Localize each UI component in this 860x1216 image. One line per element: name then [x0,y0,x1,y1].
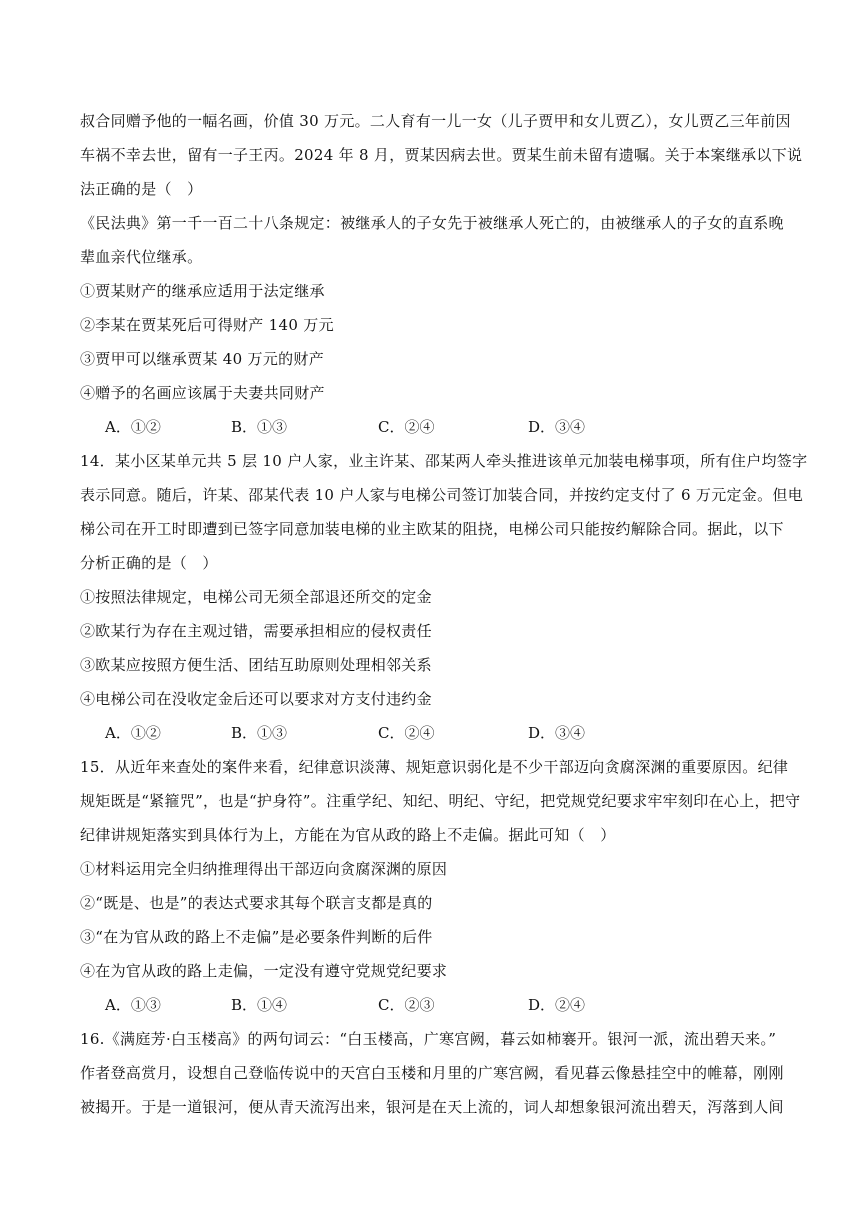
q13-stem-line-2: 车祸不幸去世，留有一子王丙。2024 年 8 月，贾某因病去世。贾某生前未留有遗嘱。关于本案继承以下说 [80,146,803,164]
q14-item-1: ①按照法律规定，电梯公司无须全部退还所交的定金 [80,588,432,606]
q13-item-4: ④赠予的名画应该属于夫妻共同财产 [80,384,325,402]
q16-stem-line-2: 作者登高赏月，设想自己登临传说中的天宫白玉楼和月里的广寒宫阙，看见暮云像悬挂空中的帷幕，刚刚 [80,1064,784,1082]
q15-item-3: ③“在为官从政的路上不走偏”是必要条件判断的后件 [80,928,433,946]
q14-stem-line-3: 梯公司在开工时即遭到已签字同意加装电梯的业主欧某的阻挠，电梯公司只能按约解除合同。据此，以下 [80,520,784,538]
q15-stem-line-2: 规矩既是“紧箍咒”，也是“护身符”。注重学纪、知纪、明纪、守纪，把党规党纪要求牢牢刻印在心上，把守 [80,792,801,810]
q13-stem-line-1: 叔合同赠予他的一幅名画，价值 30 万元。二人育有一儿一女（儿子贾甲和女儿贾乙），女儿贾乙三年前因 [80,112,791,130]
q15-option-b: B．①④ [231,996,288,1014]
q13-option-b: B．①③ [231,418,288,436]
q13-item-2: ②李某在贾某死后可得财产 140 万元 [80,316,334,334]
q14-item-3: ③欧某应按照方便生活、团结互助原则处理相邻关系 [80,656,432,674]
q13-option-d: D．③④ [528,418,586,436]
q14-stem-line-1: 14．某小区某单元共 5 层 10 户人家，业主许某、邵某两人牵头推进该单元加装电梯事项，所有住户均签字 [80,452,808,470]
q15-option-c: C．②③ [378,996,435,1014]
q14-option-d: D．③④ [528,724,586,742]
q14-stem-line-2: 表示同意。随后，许某、邵某代表 10 户人家与电梯公司签订加装合同，并按约定支付了 6 万元定金。但电 [80,486,804,504]
q15-item-1: ①材料运用完全归纳推理得出干部迈向贪腐深渊的原因 [80,860,448,878]
q15-stem-line-3: 纪律讲规矩落实到具体行为上，方能在为官从政的路上不走偏。据此可知（ ） [80,826,616,844]
q14-option-a: A．①② [105,724,161,742]
q13-law-line-2: 辈血亲代位继承。 [80,248,203,266]
q14-option-b: B．①③ [231,724,288,742]
q15-option-d: D．②④ [528,996,586,1014]
q13-option-a: A．①② [105,418,161,436]
q14-option-c: C．②④ [378,724,435,742]
q13-option-c: C．②④ [378,418,435,436]
q13-item-1: ①贾某财产的继承应适用于法定继承 [80,282,325,300]
q15-stem-line-1: 15．从近年来查处的案件来看，纪律意识淡薄、规矩意识弱化是不少干部迈向贪腐深渊的重要原因。纪律 [80,758,789,776]
q13-stem-line-3: 法正确的是（ ） [80,180,203,198]
q15-option-a: A．①③ [105,996,161,1014]
q13-law-line-1: 《民法典》第一千一百二十八条规定：被继承人的子女先于被继承人死亡的，由被继承人的子女的直系晚 [80,214,784,232]
q15-item-4: ④在为官从政的路上走偏，一定没有遵守党规党纪要求 [80,962,448,980]
q16-stem-line-3: 被揭开。于是一道银河，便从青天流泻出来，银河是在天上流的，词人却想象银河流出碧天，泻落到人间 [80,1098,784,1116]
q15-item-2: ②“既是、也是”的表达式要求其每个联言支都是真的 [80,894,433,912]
q16-stem-line-1: 16.《满庭芳·白玉楼高》的两句词云：“白玉楼高，广寒宫阙，暮云如柿褰开。银河一派，流出碧天来。” [80,1030,777,1048]
q14-item-4: ④电梯公司在没收定金后还可以要求对方支付违约金 [80,690,432,708]
q14-stem-line-4: 分析正确的是（ ） [80,554,218,572]
q14-item-2: ②欧某行为存在主观过错，需要承担相应的侵权责任 [80,622,432,640]
q13-item-3: ③贾甲可以继承贾某 40 万元的财产 [80,350,325,368]
